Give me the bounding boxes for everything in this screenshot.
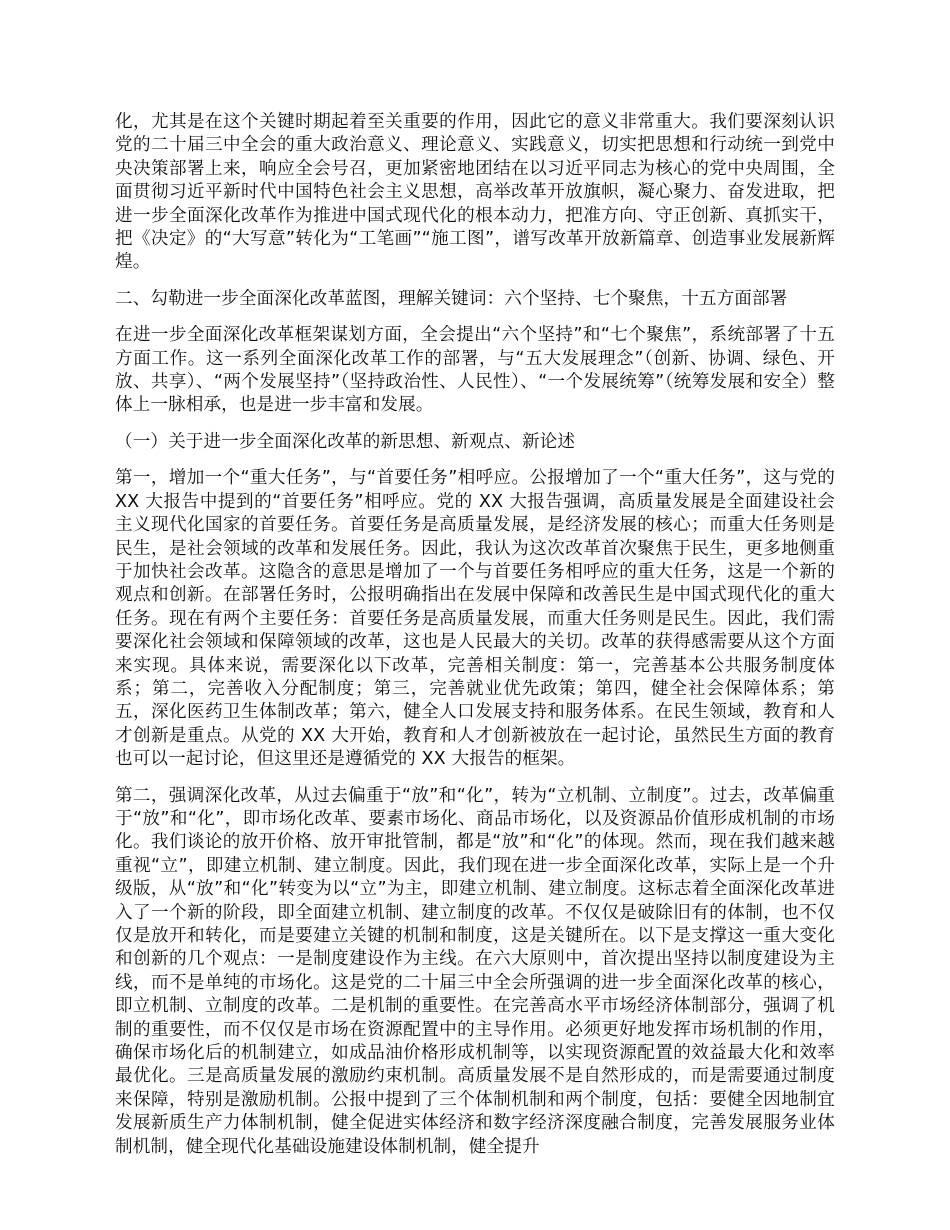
subsection-heading-one: （一）关于进一步全面深化改革的新思想、新观点、新论述	[115, 431, 576, 452]
paragraph-intro-continuation: 化，尤其是在这个关键时期起着至关重要的作用，因此它的意义非常重大。我们要深刻认识党的二十届三中全会的重大政治意义、理论意义、实践意义，切实把思想和行动统一到党中央决策部署上来，响应全会号召，更加紧密地团结在以习近平同志为核心的党中央周围，全面贯彻习近平新时代中国特色社会主义思想，高举改革开放旗帜，凝心聚力、奋发进取，把进一步全面深化改革作为推进中国式现代化的根本动力，把准方向、守正创新、真抓实干，把《决定》的“大写意”转化为“工笔画”“施工图”，谱写改革开放新篇章、创造事业发展新辉煌。	[115, 112, 835, 273]
document-body	[115, 111, 835, 1172]
section-heading-two: 二、勾勒进一步全面深化改革蓝图，理解关键词：六个坚持、七个聚焦，十五方面部署	[115, 288, 788, 309]
paragraph-framework: 在进一步全面深化改革框架谋划方面，全会提出“六个坚持”和“七个聚焦”，系统部署了十五方面工作。这一系列全面深化改革工作的部署，与“五大发展理念”（创新、协调、绿色、开放、共享）、“两个发展坚持”（坚持政治性、人民性）、“一个发展统筹”（统筹发展和安全）整体上一脉相承，也是进一步丰富和发展。	[115, 325, 835, 416]
paragraph-point-one: 第一，增加一个“重大任务”，与“首要任务”相呼应。公报增加了一个“重大任务”，这与党的 XX 大报告中提到的“首要任务”相呼应。党的 XX 大报告强调，高质量发展是全面建设社会主义现代化国家的首要任务。首要任务是高质量发展，是经济发展的核心；而重大任务则是民生，是社会领域的改革和发展任务。因此，我认为这次改革首次聚焦于民生，更多地侧重于加快社会改革。这隐含的意思是增加了一个与首要任务相呼应的重大任务，这是一个新的观点和创新。在部署任务时，公报明确指出在发展中保障和改善民生是中国式现代化的重大任务。现在有两个主要任务：首要任务是高质量发展，而重大任务则是民生。因此，我们需要深化社会领域和保障领域的改革，这也是人民最大的关切。改革的获得感需要从这个方面来实现。具体来说，需要深化以下改革，完善相关制度：第一，完善基本公共服务制度体系；第二，完善收入分配制度；第三，完善就业优先政策；第四，健全社会保障体系；第五，深化医药卫生体制改革；第六，健全人口发展支持和服务体系。在民生领域，教育和人才创新是重点。从党的 XX 大开始，教育和人才创新被放在一起讨论，虽然民生方面的教育也可以一起讨论，但这里还是遵循党的 XX 大报告的框架。	[115, 468, 835, 770]
paragraph-point-two: 第二，强调深化改革，从过去偏重于“放”和“化”，转为“立机制、立制度”。过去，改革偏重于“放”和“化”，即市场化改革、要素市场化、商品市场化，以及资源品价值形成机制的市场化。我们谈论的放开价格、放开审批管制，都是“放”和“化”的体现。然而，现在我们越来越重视“立”，即建立机制、建立制度。因此，我们现在进一步全面深化改革，实际上是一个升级版，从“放”和“化”转变为以“立”为主，即建立机制、建立制度。这标志着全面深化改革进入了一个新的阶段，即全面建立机制、建立制度的改革。不仅仅是破除旧有的体制，也不仅仅是放开和转化，而是要建立关键的机制和制度，这是关键所在。以下是支撑这一重大变化和创新的几个观点：一是制度建设作为主线。在六大原则中，首次提出坚持以制度建设为主线，而不是单纯的市场化。这是党的二十届三中全会所强调的进一步全面深化改革的核心，即立机制、立制度的改革。二是机制的重要性。在完善高水平市场经济体制部分，强调了机制的重要性，而不仅仅是市场在资源配置中的主导作用。必须更好地发挥市场机制的作用，确保市场化后的机制建立，如成品油价格形成机制等，以实现资源配置的效益最大化和效率最优化。三是高质量发展的激励约束机制。高质量发展不是自然形成的，而是需要通过制度来保障，特别是激励机制。公报中提到了三个体制机制和两个制度，包括：要健全因地制宜发展新质生产力体制机制，健全促进实体经济和数字经济深度融合制度，完善发展服务业体制机制，健全现代化基础设施建设体制机制，健全提升	[115, 785, 835, 1157]
